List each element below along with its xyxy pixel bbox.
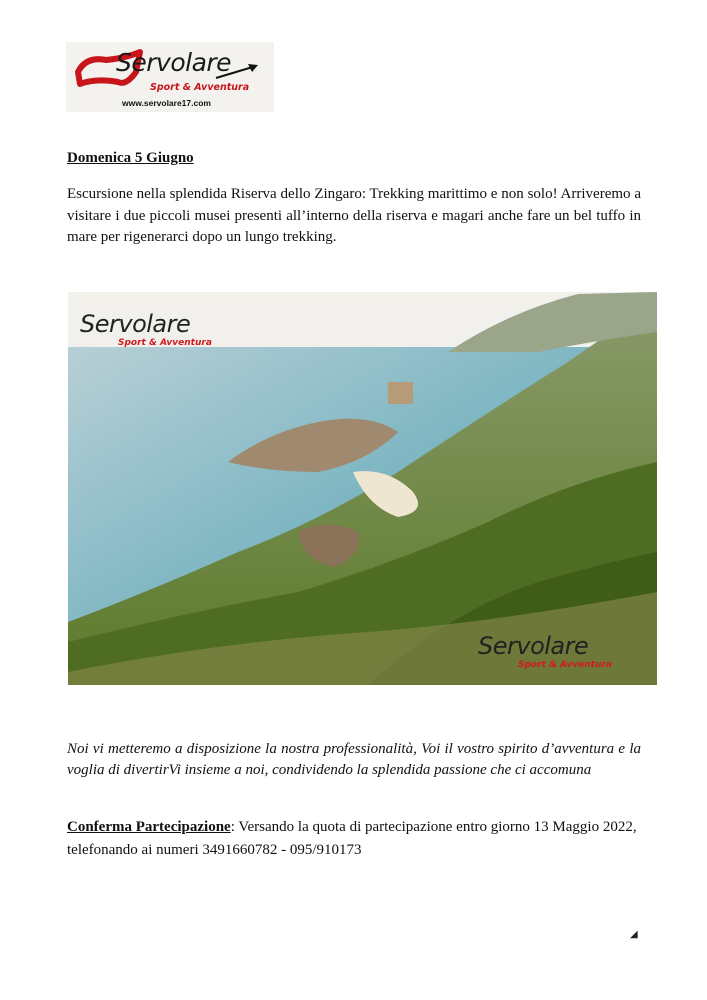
photo-watermark-top <box>80 310 212 348</box>
watermark-brand-top: Servolare <box>80 310 191 338</box>
photo-watermark-bottom <box>478 632 612 670</box>
reserve-photo <box>68 292 657 685</box>
event-date-heading: Domenica 5 Giugno <box>67 150 194 166</box>
watermark-tagline-top: Sport & Avventura <box>118 338 212 348</box>
event-intro: Escursione nella splendida Riserva dello Zingaro: Trekking marittimo e non solo! Arriveremo a visitare i due piccoli musei presenti all’interno della riserva e magari anche fare un bel tuffo in mare per rigenerarci dopo un lungo trekking. <box>67 186 641 245</box>
watermark-tagline-bottom: Sport & Avventura <box>518 660 612 670</box>
servolare-logo <box>66 42 274 112</box>
watermark-brand-bottom: Servolare <box>478 632 589 660</box>
closing-paragraph: Noi vi metteremo a disposizione la nostra professionalità, Voi il vostro spirito d’avventura e la voglia di divertirVi insieme a noi, condividendo la splendida passione che ci accomuna <box>67 741 641 778</box>
confirm-label: Conferma Partecipazione <box>67 819 231 835</box>
confirm-text: : Versando la quota di partecipazione entro giorno 13 Maggio 2022, telefonando ai numeri 3491660782 - 095/910173 <box>67 819 637 858</box>
coast-landscape-image <box>68 292 657 685</box>
logo-url: www.servolare17.com <box>122 98 211 108</box>
page-corner-mark: ◢ <box>630 929 638 940</box>
logo-brand: Servolare <box>116 48 232 77</box>
confirm-paragraph <box>67 816 641 862</box>
logo-tagline: Sport & Avventura <box>150 82 250 93</box>
